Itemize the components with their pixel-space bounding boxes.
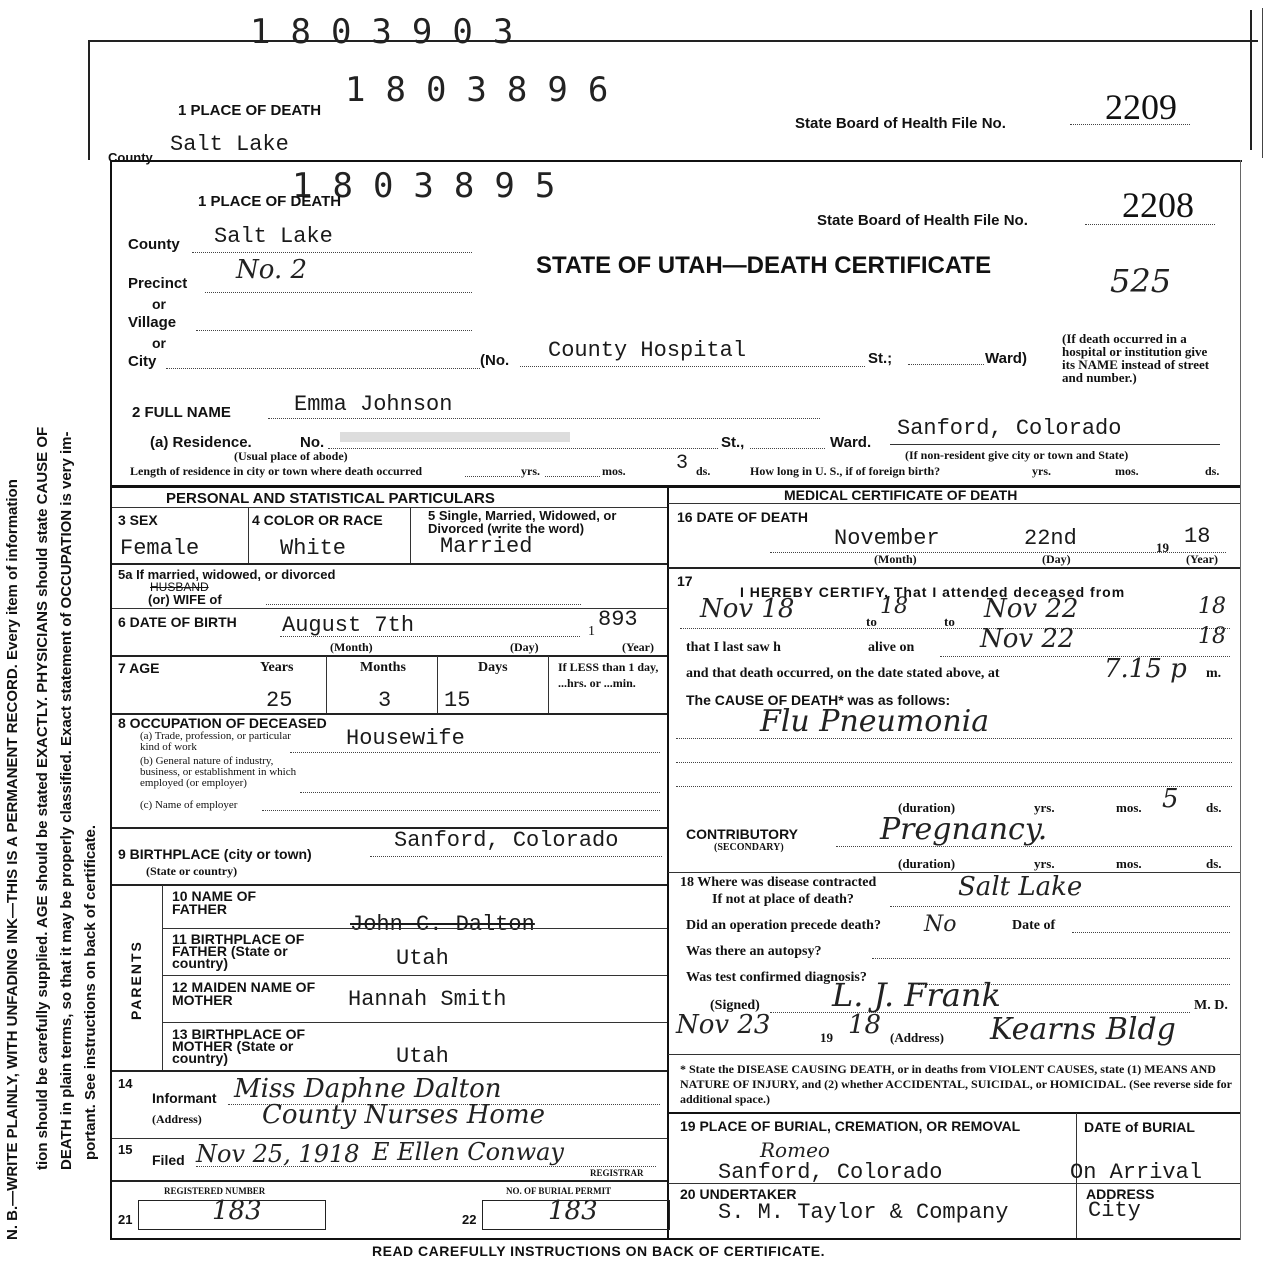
burial-place-value: Sanford, Colorado bbox=[718, 1160, 943, 1185]
contributory-label: CONTRIBUTORY bbox=[686, 826, 798, 842]
registered-box-number: 21 bbox=[118, 1212, 133, 1227]
age-months-value: 3 bbox=[378, 688, 392, 713]
personal-heading: PERSONAL AND STATISTICAL PARTICULARS bbox=[166, 490, 495, 507]
nonresident-note: (If non-resident give city or town and State) bbox=[905, 448, 1129, 462]
signed-label: (Signed) bbox=[710, 998, 760, 1013]
length-yrs-label: yrs. bbox=[521, 464, 540, 478]
birthplace-label: 9 BIRTHPLACE (city or town) bbox=[118, 846, 312, 862]
test-confirmed-label: Was test confirmed diagnosis? bbox=[686, 970, 867, 985]
death-occurred-label: and that death occurred, on the date stated above, at bbox=[686, 666, 1000, 681]
dob-year: 893 bbox=[598, 607, 638, 632]
burial-date-value: On Arrival bbox=[1070, 1160, 1203, 1185]
mother-name-label: 12 MAIDEN NAME OF MOTHER bbox=[172, 979, 316, 1008]
cause-value: Flu Pneumonia bbox=[760, 704, 990, 739]
death-year-prefix: 19 bbox=[1156, 540, 1169, 555]
removal-note: Romeo bbox=[760, 1138, 830, 1162]
registered-number-label: REGISTERED NUMBER bbox=[164, 1186, 266, 1196]
cause-duration-months: 5 bbox=[1162, 784, 1179, 814]
physician-signature: L. J. Frank bbox=[832, 976, 1001, 1014]
last-saw-year: 18 bbox=[1198, 624, 1226, 649]
undertaker-address-label: ADDRESS bbox=[1086, 1186, 1155, 1202]
signed-date: Nov 23 bbox=[676, 1010, 771, 1040]
filed-date: Nov 25, 1918 bbox=[196, 1140, 360, 1168]
age-less-label: If LESS than 1 day, ...hrs. or ...min. bbox=[558, 660, 659, 690]
redacted-street bbox=[340, 432, 570, 442]
back-file-label: State Board of Health File No. bbox=[795, 115, 1006, 132]
certify-statement: I HEREBY CERTIFY, That I attended deceased from bbox=[740, 584, 1126, 600]
operation-date-label: Date of bbox=[1012, 918, 1056, 933]
length-days-value: 3 bbox=[676, 452, 689, 475]
husband-struck: HUSBAND bbox=[150, 580, 209, 594]
stamp-number-second: 1803896 bbox=[345, 70, 629, 110]
item-17-number: 17 bbox=[677, 573, 693, 589]
place-of-death-label: 1 PLACE OF DEATH bbox=[198, 193, 342, 210]
color-label: 4 COLOR OR RACE bbox=[252, 512, 383, 528]
us-ds-label: ds. bbox=[1205, 464, 1220, 478]
occupation-a-label: (a) Trade, profession, or particular kind of work bbox=[140, 730, 291, 753]
file-number: 2208 bbox=[1122, 185, 1194, 225]
date-of-death-label: 16 DATE OF DEATH bbox=[677, 509, 808, 525]
contrib-ds-label: ds. bbox=[1206, 856, 1222, 871]
disease-contracted-value: Salt Lake bbox=[958, 872, 1083, 902]
informant-number: 14 bbox=[118, 1076, 133, 1091]
contrib-duration-label: (duration) bbox=[898, 856, 956, 871]
burial-date-label: DATE of BURIAL bbox=[1084, 1119, 1195, 1135]
mother-name-value: Hannah Smith bbox=[348, 987, 507, 1012]
city-label: City bbox=[128, 353, 157, 370]
item-18-label: 18 Where was disease contracted bbox=[680, 875, 877, 890]
parents-side-label: PARENTS bbox=[128, 940, 144, 1020]
us-residence-label: How long in U. S., if of foreign birth? bbox=[750, 464, 941, 478]
county-value: Salt Lake bbox=[214, 224, 333, 249]
spouse-label: 5a If married, widowed, or divorced bbox=[118, 567, 336, 582]
occupation-label: 8 OCCUPATION OF DECEASED bbox=[118, 715, 327, 731]
back-file-number: 2209 bbox=[1105, 87, 1177, 127]
length-mos-label: mos. bbox=[602, 464, 626, 478]
attended-to-label: to bbox=[866, 614, 877, 629]
contrib-yrs-label: yrs. bbox=[1034, 856, 1055, 871]
father-name-label: 10 NAME OF FATHER bbox=[172, 888, 257, 917]
dob-label: 6 DATE OF BIRTH bbox=[118, 614, 237, 630]
margin-line-2: tion should be carefully supplied. AGE should be stated EXACTLY. PHYSICIANS should state CAUSE OF bbox=[34, 426, 51, 1170]
margin-line-4: portant. See instructions on back of certificate. bbox=[82, 824, 99, 1160]
informant-value: Miss Daphne Dalton bbox=[234, 1074, 502, 1104]
mother-birthplace-value: Utah bbox=[396, 1044, 449, 1069]
or-label-2: or bbox=[152, 335, 166, 351]
residence-street-label: St., bbox=[721, 434, 745, 451]
physician-address-label: (Address) bbox=[890, 1030, 944, 1045]
cause-duration-label: (duration) bbox=[898, 800, 956, 815]
color-value: White bbox=[280, 536, 347, 561]
birthplace-sub-label: (State or country) bbox=[146, 864, 238, 878]
full-name-label: 2 FULL NAME bbox=[132, 404, 231, 421]
cause-ds-label: ds. bbox=[1206, 800, 1222, 815]
back-county-label: County bbox=[108, 150, 153, 165]
dob-day-caption: (Day) bbox=[510, 640, 539, 654]
age-days-label: Days bbox=[478, 660, 508, 675]
residence-ward-label: Ward. bbox=[830, 434, 872, 451]
stamp-number-third: 1803895 bbox=[292, 166, 576, 206]
cause-yrs-label: yrs. bbox=[1034, 800, 1055, 815]
sex-value: Female bbox=[120, 536, 200, 561]
operation-label: Did an operation precede death? bbox=[686, 918, 881, 933]
not-at-place-label: If not at place of death? bbox=[712, 892, 854, 907]
cause-footnote: * State the DISEASE CAUSING DEATH, or in deaths from VIOLENT CAUSES, state (1) MEANS AND NATURE OF INJURY, and (2) whether ACCIDENTAL, SUICIDAL, or HOMICIDAL. (See reverse side for additional space.) bbox=[680, 1062, 1232, 1106]
time-m-label: m. bbox=[1206, 666, 1222, 681]
medical-heading: MEDICAL CERTIFICATE OF DEATH bbox=[784, 487, 1018, 503]
footer-instructions: READ CAREFULLY INSTRUCTIONS ON BACK OF CERTIFICATE. bbox=[372, 1243, 826, 1259]
signed-year-prefix: 19 bbox=[820, 1030, 833, 1045]
last-saw-date: Nov 22 bbox=[980, 624, 1075, 654]
or-label-1: or bbox=[152, 296, 166, 312]
wife-label: (or) WIFE of bbox=[148, 592, 222, 607]
residence-label: (a) Residence. bbox=[150, 434, 252, 451]
age-years-label: Years bbox=[260, 660, 294, 675]
age-years-value: 25 bbox=[266, 688, 293, 713]
occupation-c-label: (c) Name of employer bbox=[140, 799, 238, 811]
birthplace-value: Sanford, Colorado bbox=[394, 828, 619, 853]
residence-no-label: No. bbox=[300, 434, 325, 451]
us-yrs-label: yrs. bbox=[1032, 464, 1051, 478]
signed-year: 18 bbox=[848, 1010, 882, 1040]
father-birthplace-label: 11 BIRTHPLACE OF FATHER (State or country) bbox=[172, 931, 305, 971]
dob-year-caption: (Year) bbox=[622, 640, 654, 654]
back-county-value: Salt Lake bbox=[170, 132, 289, 157]
margin-instructions bbox=[0, 90, 110, 1240]
burial-permit-label: NO. OF BURIAL PERMIT bbox=[506, 1186, 612, 1196]
contributory-value: Pregnancy. bbox=[880, 812, 1048, 847]
dob-month-caption: (Month) bbox=[330, 640, 373, 654]
death-time: 7.15 p bbox=[1104, 654, 1187, 684]
informant-label: Informant bbox=[152, 1090, 217, 1106]
dob-value: August 7th bbox=[282, 613, 415, 638]
back-place-label: 1 PLACE OF DEATH bbox=[178, 102, 322, 119]
handwritten-number: 525 bbox=[1110, 262, 1172, 300]
cause-label: The CAUSE OF DEATH* was as follows: bbox=[686, 692, 951, 708]
undertaker-label: 20 UNDERTAKER bbox=[680, 1186, 797, 1202]
registered-number-value: 183 bbox=[212, 1196, 262, 1226]
death-day-caption: (Day) bbox=[1042, 552, 1071, 566]
attended-from-year: 18 bbox=[880, 594, 908, 619]
registrar-signature: E Ellen Conway bbox=[372, 1138, 564, 1166]
precinct-value: No. 2 bbox=[236, 255, 308, 285]
marital-label: 5 Single, Married, Widowed, or Divorced (write the word) bbox=[428, 508, 617, 536]
precinct-label: Precinct bbox=[128, 275, 188, 292]
street-no-label: (No. bbox=[480, 352, 510, 369]
burial-permit-value: 183 bbox=[548, 1196, 598, 1226]
operation-value: No bbox=[924, 912, 957, 937]
undertaker-address-value: City bbox=[1088, 1198, 1141, 1223]
hospital-note: (If death occurred in a hospital or institution give its NAME instead of street and number.) bbox=[1062, 331, 1210, 385]
md-label: M. D. bbox=[1194, 998, 1228, 1013]
length-residence-label: Length of residence in city or town where death occurred bbox=[130, 464, 423, 478]
burial-place-label: 19 PLACE OF BURIAL, CREMATION, OR REMOVAL bbox=[680, 1118, 1021, 1134]
ward-label: Ward) bbox=[985, 350, 1027, 367]
occupation-b-label: (b) General nature of industry, business, or establishment in which employed (or employer) bbox=[140, 755, 297, 789]
secondary-label: (SECONDARY) bbox=[714, 842, 784, 853]
occupation-value: Housewife bbox=[346, 726, 465, 751]
informant-address-value: County Nurses Home bbox=[262, 1100, 546, 1130]
us-mos-label: mos. bbox=[1115, 464, 1139, 478]
contrib-mos-label: mos. bbox=[1116, 856, 1142, 871]
filed-label: Filed bbox=[152, 1152, 185, 1168]
age-days-value: 15 bbox=[444, 688, 471, 713]
full-name-value: Emma Johnson bbox=[294, 392, 453, 417]
attended-from-date: Nov 18 bbox=[700, 594, 795, 624]
last-saw-label: that I last saw h bbox=[686, 640, 781, 655]
village-label: Village bbox=[128, 314, 177, 331]
death-day: 22nd bbox=[1024, 526, 1077, 551]
death-year: 18 bbox=[1184, 524, 1211, 549]
margin-line-1: N. B.—WRITE PLAINLY, WITH UNFADING INK—THIS IS A PERMANENT RECORD. Every item of information bbox=[4, 479, 21, 1240]
registrar-label: REGISTRAR bbox=[590, 1168, 644, 1178]
dob-year-prefix: 1 bbox=[588, 624, 595, 639]
cause-mos-label: mos. bbox=[1116, 800, 1142, 815]
physician-address: Kearns Bldg bbox=[990, 1012, 1176, 1047]
margin-line-3: DEATH in plain terms, so that it may be properly classified. Exact statement of OCCUPATION is very im- bbox=[58, 431, 75, 1170]
attended-to-year: 18 bbox=[1198, 594, 1226, 619]
stamp-number-top: 1803903 bbox=[250, 12, 534, 52]
abode-note: (Usual place of abode) bbox=[234, 449, 348, 463]
mother-birthplace-label: 13 BIRTHPLACE OF MOTHER (State or country) bbox=[172, 1026, 306, 1066]
permit-box-number: 22 bbox=[462, 1212, 477, 1227]
county-label: County bbox=[128, 236, 180, 253]
length-ds-label: ds. bbox=[696, 464, 711, 478]
autopsy-label: Was there an autopsy? bbox=[686, 944, 822, 959]
city-value: County Hospital bbox=[548, 338, 747, 363]
residence-value: Sanford, Colorado bbox=[897, 416, 1122, 441]
death-month: November bbox=[834, 526, 940, 551]
street-label: St.; bbox=[868, 350, 893, 367]
file-number-label: State Board of Health File No. bbox=[817, 212, 1028, 229]
age-label: 7 AGE bbox=[118, 660, 160, 676]
father-name-value: John C. Dalton bbox=[350, 912, 535, 937]
attended-to-date: Nov 22 bbox=[984, 594, 1079, 624]
death-month-caption: (Month) bbox=[874, 552, 917, 566]
father-birthplace-value: Utah bbox=[396, 946, 449, 971]
death-year-caption: (Year) bbox=[1186, 552, 1218, 566]
sex-label: 3 SEX bbox=[118, 512, 158, 528]
filed-number: 15 bbox=[118, 1142, 133, 1157]
undertaker-value: S. M. Taylor & Company bbox=[718, 1200, 1009, 1225]
alive-on-label: alive on bbox=[868, 640, 915, 655]
certificate-title: STATE OF UTAH—DEATH CERTIFICATE bbox=[536, 252, 992, 279]
age-months-label: Months bbox=[360, 660, 406, 675]
informant-address-label: (Address) bbox=[152, 1112, 202, 1126]
attended-to-label-2: to bbox=[944, 614, 955, 629]
marital-value: Married bbox=[440, 534, 533, 559]
